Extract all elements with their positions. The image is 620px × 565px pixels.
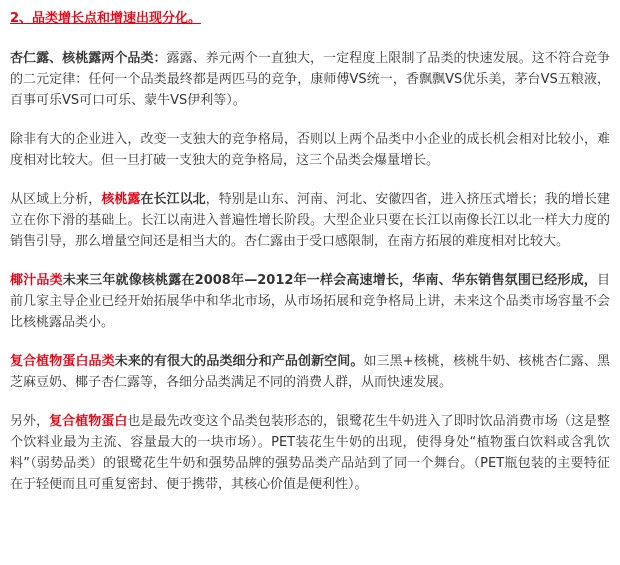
paragraph-text: 除非有大的企业进入，改变一支独大的竞争格局，否则以上两个品类中小企业的成长机会相对比较小，难度相对比较大。但一旦打破一支独大的竞争格局，这三个品类会爆量增长。 — [10, 132, 610, 168]
paragraph-text: ，特别是山东、河南、河北、安徽四省，进入挤压式增长；我的增长建立在你下滑的基础上。长江以南进入普遍性增长阶段。大型企业只要在长江以南像长江以北一样大力度的销售引导，那么增量空间还是相当大的。杏仁露由于受口感限制，在南方拓展的难度相对比较大。 — [10, 192, 610, 249]
paragraph-pre: 另外， — [10, 414, 50, 429]
paragraph-text: 如三黑+核桃，核桃牛奶、核桃杏仁露、黑芝麻豆奶、椰子杏仁露等，各细分品类满足不同的消费人群，从而快速发展。 — [10, 354, 610, 390]
paragraph-walnut-almond — [10, 48, 610, 111]
highlight-compound-protein: 复合植物蛋白 — [49, 414, 128, 429]
highlight-walnut-drink: 核桃露 — [101, 192, 141, 207]
paragraph-pre: 从区域上分析， — [10, 192, 102, 207]
paragraph-text: 露露、养元两个一直独大，一定程度上限制了品类的快速发展。这不符合竞争的二元定律：任何一个品类最终都是两匹马的竞争，康师傅VS统一，香飘飘VS优乐美，茅台VS五粮液，百事可乐VS可口可乐、蒙牛VS伊利等）。 — [10, 51, 610, 108]
bold-growth-statement: 未来三年就像核桃露在2008年—2012年一样会高速增长，华南、华东销售氛围已经形成， — [62, 273, 597, 288]
highlight-coconut-category: 椰汁品类 — [10, 273, 63, 288]
bold-north-of-yangtze: 在长江以北 — [140, 192, 206, 207]
paragraph-regional — [10, 189, 610, 252]
paragraph-competition — [10, 129, 610, 171]
highlight-compound-protein-category: 复合植物蛋白品类 — [10, 354, 115, 369]
bold-innovation-statement: 未来的有很大的品类细分和产品创新空间。 — [114, 354, 364, 369]
paragraph-text: 目前几家主导企业已经开始拓展华中和华北市场，从市场拓展和竞争格局上讲，未来这个品类市场容量不会比核桃露品类小。 — [10, 273, 610, 330]
section-heading: 2、品类增长点和增速出现分化。 — [10, 11, 202, 26]
paragraph-packaging — [10, 411, 610, 495]
paragraph-compound-protein — [10, 351, 610, 393]
paragraph-coconut — [10, 270, 610, 333]
paragraph-lead: 杏仁露、核桃露两个品类： — [10, 51, 167, 66]
paragraph-text: 也是最先改变这个品类包装形态的，银鹭花生牛奶进入了即时饮品消费市场（这是整个饮料业最为主流、容量最大的一块市场）。PET装花生牛奶的出现，使得身处“植物蛋白饮料或含乳饮料”（弱势品类）的银鹭花生牛奶和强势品牌的强势品类产品站到了同一个舞台。（PET瓶包装的主要特征在于轻便而且可重复密封、便于携带，其核心价值是便利性）。 — [10, 414, 610, 492]
